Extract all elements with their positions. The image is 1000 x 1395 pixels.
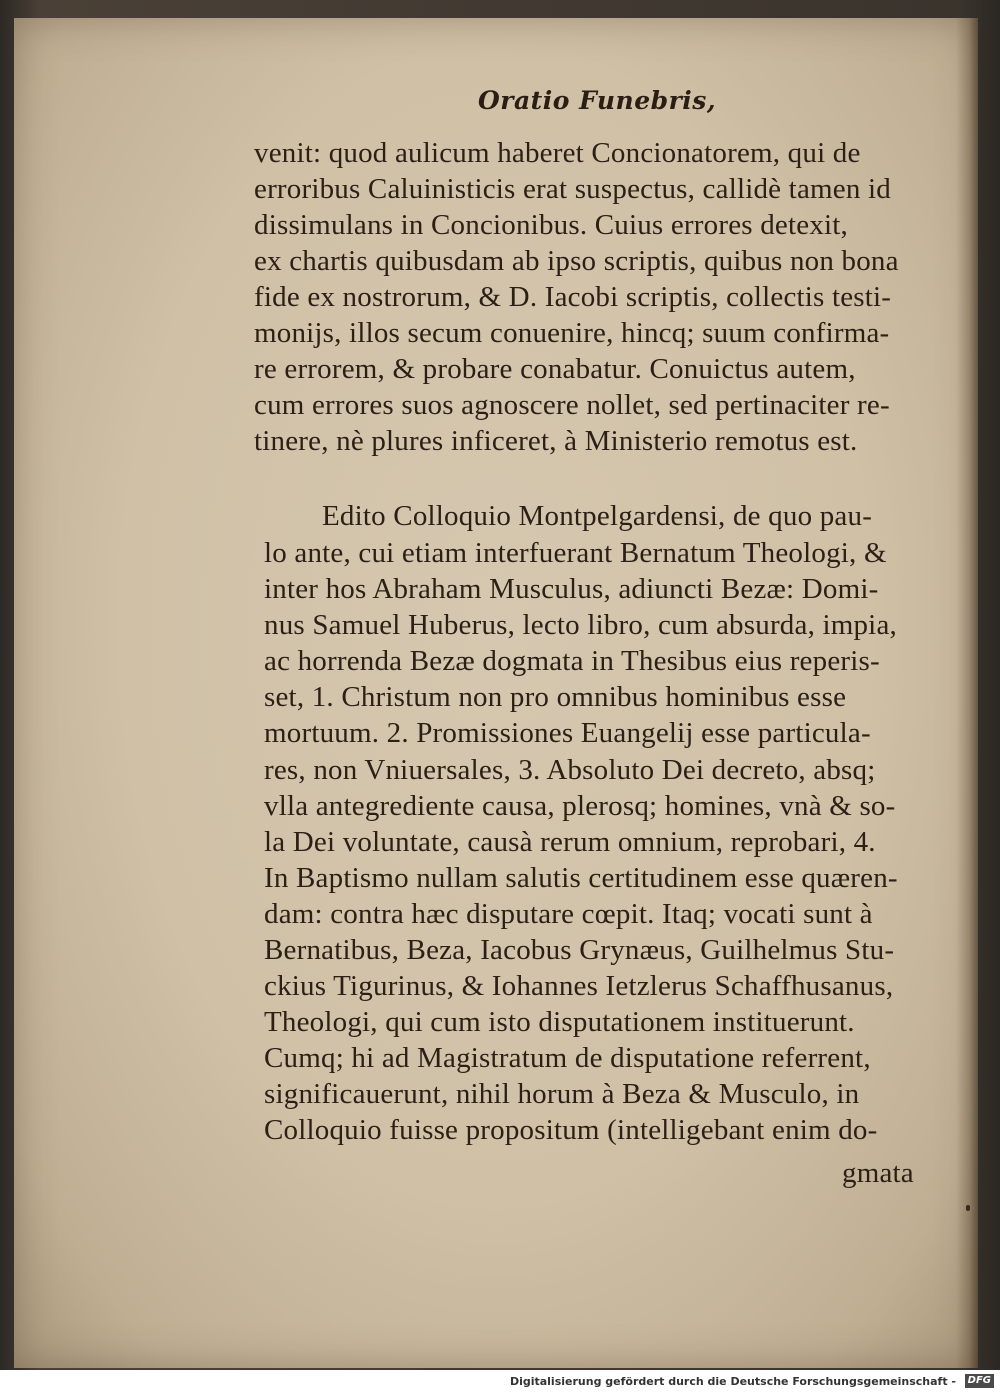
text-line: Cumq; hi ad Magistratum de disputatione referrent, <box>264 1042 871 1074</box>
ink-mark <box>966 1205 970 1211</box>
text-line: re errorem, & probare conabatur. Conuictus autem, <box>254 353 856 385</box>
text-line: Edito Colloquio Montpelgardensi, de quo pau- <box>322 500 873 532</box>
catchword: gmata <box>842 1157 914 1189</box>
text-line: cum errores suos agnoscere nollet, sed pertinaciter re- <box>254 389 890 421</box>
text-line: mortuum. 2. Promissiones Euangelij esse particula- <box>264 717 871 749</box>
dfg-logo: DFG <box>965 1374 994 1388</box>
text-line: Theologi, qui cum isto disputationem instituerunt. <box>264 1006 855 1038</box>
running-head: Oratio Funebris, <box>478 86 717 115</box>
text-line: monijs, illos secum conuenire, hincq; suum confirma- <box>254 317 890 349</box>
text-line: dam: contra hæc disputare cœpit. Itaq; vocati sunt à <box>264 898 873 930</box>
text-line: nus Samuel Huberus, lecto libro, cum absurda, impia, <box>264 609 897 641</box>
page-edge-shadow <box>956 18 978 1368</box>
text-line: ac horrenda Bezæ dogmata in Thesibus eius reperis- <box>264 645 880 677</box>
digitization-credit: Digitalisierung gefördert durch die Deutsche Forschungsgemeinschaft - <box>509 1375 956 1388</box>
text-line: inter hos Abraham Musculus, adiuncti Bezæ: Domi- <box>264 573 879 605</box>
text-line: dissimulans in Concionibus. Cuius errores detexit, <box>254 209 848 241</box>
text-line: ckius Tigurinus, & Iohannes Ietzlerus Schaffhusanus, <box>264 970 894 1002</box>
text-line: erroribus Caluinisticis erat suspectus, callidè tamen id <box>254 173 891 205</box>
text-line: lo ante, cui etiam interfuerant Bernatum Theologi, & <box>264 537 887 569</box>
text-line: tinere, nè plures inficeret, à Ministerio remotus est. <box>254 425 858 457</box>
text-line: vlla antegrediente causa, plerosq; homines, vnà & so- <box>264 790 896 822</box>
text-line: significauerunt, nihil horum à Beza & Musculo, in <box>264 1078 860 1110</box>
text-line: set, 1. Christum non pro omnibus hominibus esse <box>264 681 847 713</box>
text-line: la Dei voluntate, causà rerum omnium, reprobari, 4. <box>264 826 876 858</box>
text-line: venit: quod aulicum haberet Concionatorem, qui de <box>254 137 861 169</box>
text-line: Colloquio fuisse propositum (intelligebant enim do- <box>264 1114 878 1146</box>
text-line: In Baptismo nullam salutis certitudinem esse quæren- <box>264 862 898 894</box>
text-line: res, non Vniuersales, 3. Absoluto Dei decreto, absq; <box>264 754 876 786</box>
text-line: ex chartis quibusdam ab ipso scriptis, quibus non bona <box>254 245 899 277</box>
text-line: Bernatibus, Beza, Iacobus Grynæus, Guilhelmus Stu- <box>264 934 895 966</box>
text-line: fide ex nostrorum, & D. Iacobi scriptis, collectis testi- <box>254 281 892 313</box>
